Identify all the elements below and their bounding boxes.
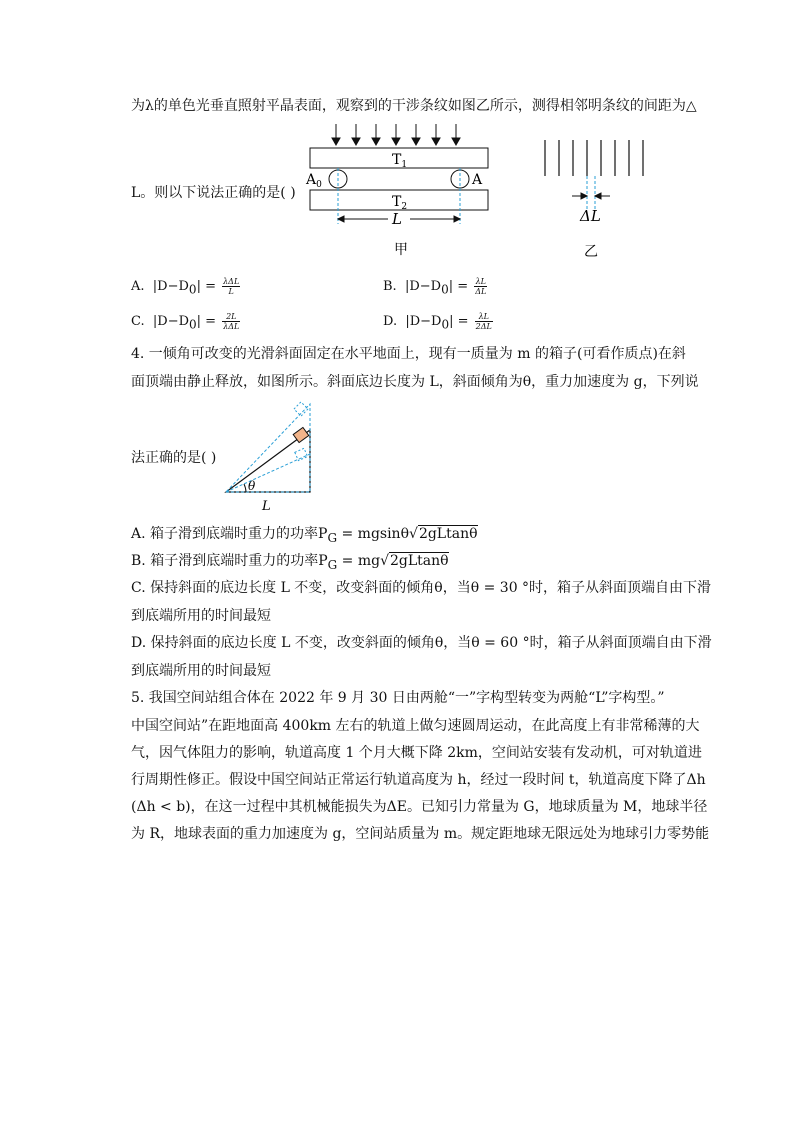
q5-stem-line-4: 行周期性修正。假设中国空间站正常运行轨道高度为 h，经过一段时间 t，轨道高度下降了Δh [131, 772, 706, 788]
q5-stem-line-3: 气，因气体阻力的影响，轨道高度 1 个月大概下降 2km，空间站安装有发动机，可对轨道进 [131, 745, 702, 761]
caption-jia: 甲 [394, 242, 408, 258]
label-a0: $A_0$ [306, 172, 322, 190]
q4-stem-line-3: 法正确的是( ) [131, 450, 217, 466]
q3-option-b: B. $|D-D_0|$ = $\frac{\lambda L}{\Delta L}$ [383, 277, 487, 297]
q3-stem-line-1: 为λ的单色光垂直照射平晶表面，观察到的干涉条纹如图乙所示，测得相邻明条纹的间距为△ [131, 98, 697, 114]
q4-option-c-line-1: C. 保持斜面的底边长度 L 不变，改变斜面的倾角θ，当θ = 30 °时，箱子从斜面顶端自由下滑 [131, 580, 712, 596]
q4-stem-line-2: 面顶端由静止释放，如图所示。斜面底边长度为 L，斜面倾角为θ，重力加速度为 g，下列说 [131, 374, 699, 390]
length-l-label: L [392, 210, 402, 228]
base-l-label: L [262, 499, 271, 514]
q4-option-a: A. 箱子滑到底端时重力的功率$P_G = mgsin\theta√2gLtan\theta$ [131, 526, 478, 545]
q5-stem-line-1: 5. 我国空间站组合体在 2022 年 9 月 30 日由两舱“一”字构型转变为两舱“L”字构型。” [131, 690, 665, 706]
figure-yi [536, 124, 656, 264]
q3-option-d: D. $|D-D_0|$ = $\frac{\lambda L}{2\Delta L}$ [383, 312, 492, 332]
q3-option-c: C. $|D-D_0|$ = $\frac{2L}{\text{λΔL}}$ [131, 312, 240, 332]
figure-jia [300, 124, 500, 264]
q5-stem-line-2: 中国空间站”在距地面高 400km 左右的轨道上做匀速圆周运动，在此高度上有非常稀薄的大 [131, 718, 700, 734]
incident-light-arrows [332, 124, 460, 145]
q4-option-d-line-1: D. 保持斜面的底边长度 L 不变，改变斜面的倾角θ，当θ = 60 °时，箱子从斜面顶端自由下滑 [131, 635, 712, 651]
theta-label: θ [248, 479, 256, 493]
figure-incline [222, 398, 322, 518]
q4-stem-line-1: 4. 一倾角可改变的光滑斜面固定在水平地面上，现有一质量为 m 的箱子(可看作质点)在斜 [131, 346, 686, 362]
q3-option-a: A. $|D-D_0|$ = $\frac{\text{λΔL}}{L}$ [131, 277, 240, 297]
label-a: A [472, 172, 483, 188]
plate-t2-label: $T_2$ [392, 194, 408, 212]
q4-option-b: B. 箱子滑到底端时重力的功率$P_G = mg√2gLtan\theta$ [131, 553, 449, 572]
delta-l-label: ΔL [580, 207, 601, 225]
plate-t1-label: $T_1$ [392, 152, 408, 170]
q4-option-c-line-2: 到底端所用的时间最短 [131, 608, 271, 624]
q5-stem-line-5: (Δh < b)，在这一过程中其机械能损失为ΔE。已知引力常量为 G，地球质量为 M，地球半径 [131, 799, 708, 815]
q4-option-d-line-2: 到底端所用的时间最短 [131, 663, 271, 679]
q5-stem-line-6: 为 R，地球表面的重力加速度为 g，空间站质量为 m。规定距地球无限远处为地球引力零势能 [131, 826, 710, 842]
q3-stem-line-2: L。则以下说法正确的是( ) [131, 185, 296, 201]
fringes [545, 140, 643, 176]
caption-yi: 乙 [584, 244, 598, 260]
